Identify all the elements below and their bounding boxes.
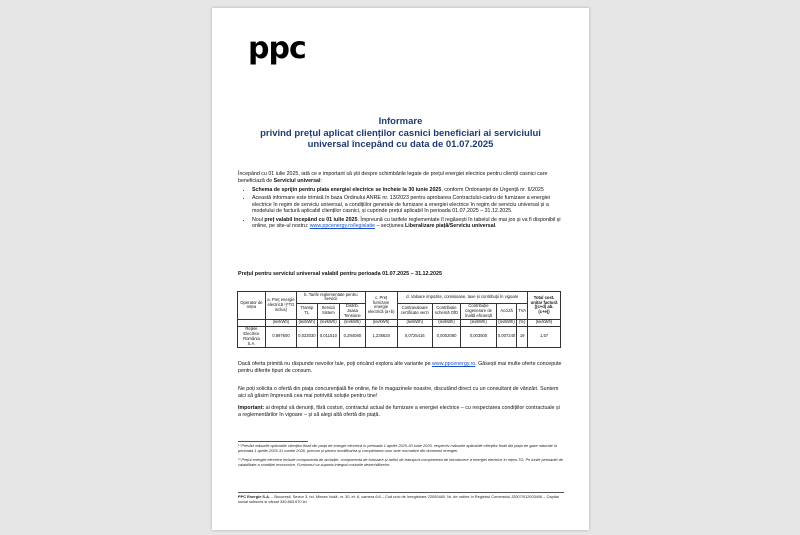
bullet-item: • Schema de sprijin pentru plata energiei electrice se încheie la 30 iunie 2025, conform Ordonanței de Urgență nr. 6/2025	[252, 187, 562, 194]
intro-section	[238, 171, 562, 231]
units-row	[238, 319, 561, 326]
col-transport: Transp TL	[296, 303, 317, 319]
value-cell: 0,033030	[296, 326, 317, 347]
col-green-certificates: Contravaloare certificate verzi	[397, 303, 432, 319]
bullet-item: • Această informare este trimisă în baza Ordinului ANRE nr. 13/2023 pentru aprobarea Contractului-cadru de furnizare a energiei electrice în regim de serviciu universal, a condițiilor generale de furnizare a energiei electrice în regim de serviciu universal și a modelului de factură aplicabil clienților casnici, și cuprinde prețul aplicabil în perioada 01.07.2025 – 31.12.2025.	[252, 195, 562, 215]
value-cell: 0,011510	[317, 326, 339, 347]
col-group-taxes: d. Valoare impozite, comisioane, taxe și contribuții în vigoare	[397, 292, 528, 304]
info-bullets	[238, 187, 562, 230]
col-distribution: Distrib. Joasa Tensiune	[340, 303, 366, 319]
footnote-divider	[238, 441, 308, 442]
title-line-3: universal începând cu data de 01.07.2025	[307, 139, 494, 150]
company-footer: PPC Energie S.A. – București, Sector 3, bd. Mircea Vodă, nr. 30, et. 6, camera 6.6 – Cod unic de înregistrare 22000460, Nr. de ordine în Registrul Comerțului J2007/012003406 – Capital social subscris și vărsat 330.883.670 lei	[238, 494, 559, 504]
value-cell: 1,235620	[365, 326, 397, 347]
unit-cell: (lei/kWh)	[317, 319, 339, 326]
table-title: Prețul pentru serviciul universal valabil pentru perioada 01.07.2025 – 31.12.2025	[238, 271, 443, 277]
col-cogeneration: Contribuție cogenerare de înaltă eficiență	[461, 303, 497, 319]
col-excise: Acciză	[496, 303, 516, 319]
table-row	[238, 326, 561, 347]
col-group-tariffs: b. Tarife reglementate pentru servicii	[296, 292, 365, 304]
col-system-services: Servicii Sistem	[317, 303, 339, 319]
important-paragraph: Important: ai dreptul să denunți, fără costuri, contractul actual de furnizare a energiei electrice – cu respectarea condițiilor contractuale și a reglementărilor în vigoare – și să alegi altă ofertă din piață.	[238, 405, 560, 418]
bullet-item: • Noul preț valabil începând cu 01 iulie 2025. Împreună cu tarifele reglementate îl regăsești în tabelul de mai jos și va fi disponibil și online, pe site-ul nostru: www.ppcenergy.ro/legislatie – secțiunea Liberalizare piață/Serviciu universal.	[252, 217, 562, 230]
value-cell: 0,294080	[340, 326, 366, 347]
unit-cell: (lei/kWh)	[265, 319, 296, 326]
col-total: Total cost. unitar factură ((c+d) ab. (c+e))	[528, 292, 561, 320]
document-title	[212, 116, 589, 151]
title-line-1: Informare	[378, 116, 423, 127]
unit-cell: (lei/kWh)	[461, 319, 497, 326]
title-line-2: privind prețul aplicat clienților casnici beneficiari ai serviciului	[260, 127, 541, 139]
offers-paragraph: Dacă oferta primită nu răspunde nevoilor tale, poți oricând explora alte variante pe www.ppcenergy.ro. Găsești mai multe oferte concepute pentru diferite tipuri de consum.	[238, 361, 562, 374]
value-cell: 0,007240	[496, 326, 516, 347]
col-oed: Contribuție schemă OfD	[432, 303, 460, 319]
col-vat: TVA	[517, 303, 528, 319]
operator-cell: Rețele Electrice România S.A.	[238, 326, 266, 347]
unit-cell: (lei/kWh)	[365, 319, 397, 326]
value-cell: 0,0002080	[432, 326, 460, 347]
unit-cell: (lei/kWh)	[296, 319, 317, 326]
legislatie-link[interactable]: www.ppcenergy.ro/legislatie	[309, 223, 375, 230]
ppc-logo: ppc	[248, 31, 306, 66]
unit-cell: (lei/kWh)	[528, 319, 561, 326]
value-cell: 19	[517, 326, 528, 347]
ppcenergy-link[interactable]: www.ppcenergy.ro	[432, 361, 476, 367]
document-page	[212, 8, 589, 530]
intro-paragraph: Începând cu 01 iulie 2025, iată ce e important să știi despre schimbările legate de prețul energiei electrice pentru clienții casnici care beneficiază de Serviciul universal:	[238, 171, 548, 184]
footnote-1: ¹⁾ Prevăd măsurile aplicabile clienților finali din piața de energie electrică în perioada 1 aprilie 2025-30 iunie 2025, respectiv măsurile aplicabile clienților finali din piața de gaze naturale în perioada 1 aprilie 2025-31 martie 2026, precum și pentru modificarea și completarea unor acte normative din domeniul energiei.	[238, 443, 558, 453]
col-energy-price: a. Preț energie electrică ¹)*TG inclus)	[265, 292, 296, 320]
footnote-2: ²⁾ Prețul energiei electrice include componenta de achiziție, componenta de furnizare și tariful de transport-componenta de introducere a energiei electrice în rețea-TG. Pe lunile perioadei de valabilitate a condiției economice, Furnizorul va suporta integral costurile dezechilibrelor.	[238, 457, 563, 467]
value-cell: 0,003500	[461, 326, 497, 347]
unit-cell: (lei/kWh)	[397, 319, 432, 326]
unit-cell: (lei/kWh)	[340, 319, 366, 326]
price-table	[237, 291, 561, 348]
request-offer-paragraph: Ne poți solicita o ofertă din piața concurențială fie online, fie în magazinele noastre, discutând direct cu un consultant de vânzări. Suntem aici să găsim împreună cea mai potrivită soluție pentru tine!	[238, 386, 559, 399]
value-cell: 1,57	[528, 326, 561, 347]
unit-cell: (lei/kWh)	[498, 319, 515, 325]
footer-divider	[238, 492, 564, 493]
value-cell: 0,0725416	[397, 326, 432, 347]
col-operator: Operator de rețea	[238, 292, 266, 320]
unit-cell: (lei/kWh)	[432, 319, 460, 326]
unit-cell: (%)	[517, 319, 528, 326]
value-cell: 0,897600	[265, 326, 296, 347]
col-supply-price: c. Preț furnizare energie electrică (a+b)	[365, 292, 397, 320]
